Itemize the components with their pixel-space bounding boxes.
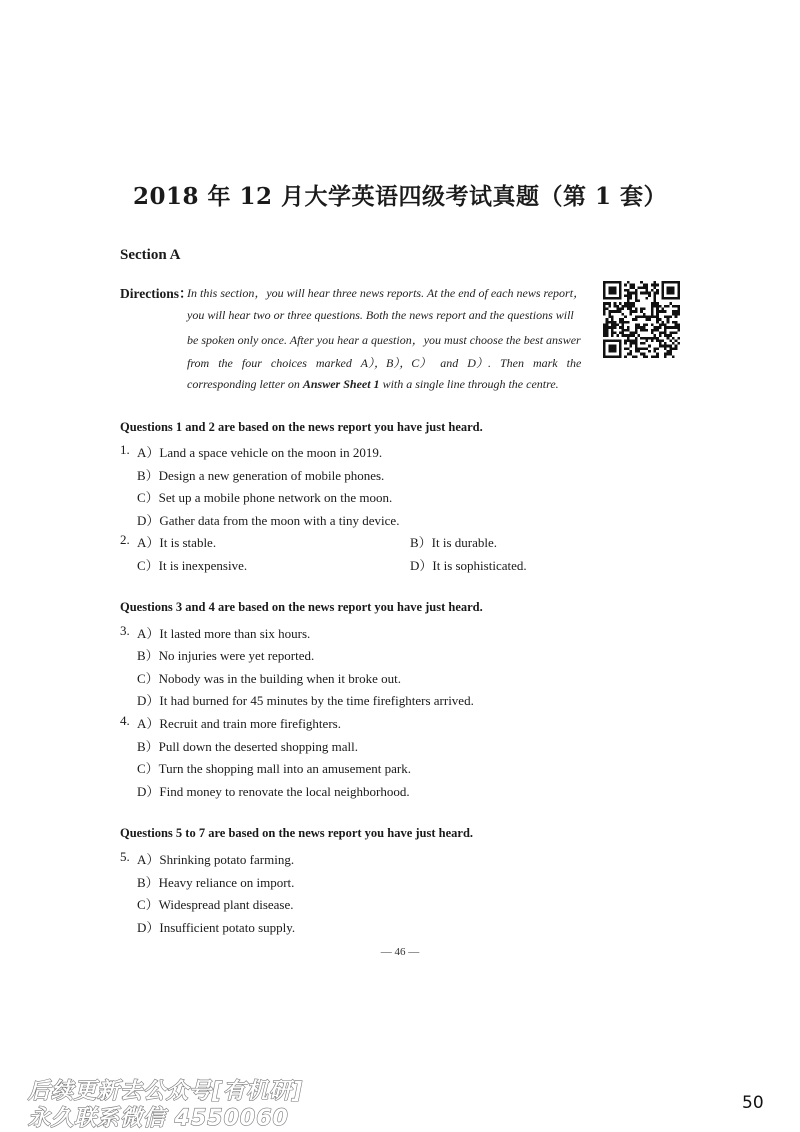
answer-option: B）It is durable.: [410, 535, 498, 550]
answer-option: D）Find money to renovate the local neighborhood.: [137, 784, 410, 799]
watermark-text: 永久联系微信 4550060: [28, 1106, 289, 1131]
answer-option: C）Widespread plant disease.: [137, 897, 294, 912]
directions-line: you will hear two or three questions. Both the news report and the questions will: [187, 308, 574, 322]
answer-option: C）Nobody was in the building when it broke out.: [137, 671, 401, 686]
directions-line: In this section，you will hear three news reports. At the end of each news report，: [187, 286, 586, 300]
section-heading: Section A: [120, 247, 181, 263]
answer-option: B）Pull down the deserted shopping mall.: [137, 739, 358, 754]
answer-option: A）It lasted more than six hours.: [137, 626, 311, 641]
answer-option: A）Land a space vehicle on the moon in 2019.: [137, 445, 383, 460]
question-number: 3.: [120, 623, 130, 638]
answer-option: A）Shrinking potato farming.: [137, 852, 295, 867]
watermark-text: 后续更新去公众号[有机研]: [28, 1079, 304, 1104]
question-number: 2.: [120, 532, 130, 547]
answer-option: B）Design a new generation of mobile phones.: [137, 468, 385, 483]
answer-option: D）Gather data from the moon with a tiny device.: [137, 513, 400, 528]
question-number: 4.: [120, 713, 130, 728]
answer-option: C）Set up a mobile phone network on the moon.: [137, 490, 393, 505]
question-group-header: Questions 3 and 4 are based on the news report you have just heard.: [120, 600, 483, 614]
qr-code-icon: [603, 281, 680, 358]
directions-line: be spoken only once. After you hear a question，you must choose the best answer: [187, 333, 581, 347]
answer-option: C）It is inexpensive.: [137, 558, 248, 573]
directions-line: corresponding letter on Answer Sheet 1 with a single line through the centre.: [187, 377, 559, 391]
answer-option: D）Insufficient potato supply.: [137, 920, 296, 935]
question-group-header: Questions 5 to 7 are based on the news report you have just heard.: [120, 826, 474, 840]
page-title: 2018 年 12 月大学英语四级考试真题（第 1 套）: [132, 183, 668, 210]
answer-option: A）It is stable.: [137, 535, 217, 550]
page-number: — 46 —: [380, 946, 420, 958]
answer-option: D）It had burned for 45 minutes by the time firefighters arrived.: [137, 693, 474, 708]
corner-page-number: 50: [742, 1093, 764, 1113]
question-group-header: Questions 1 and 2 are based on the news report you have just heard.: [120, 420, 483, 434]
directions-line: from the four choices marked A），B），C） and D）. Then mark the: [187, 356, 582, 370]
answer-option: A）Recruit and train more firefighters.: [137, 716, 341, 731]
answer-option: B）No injuries were yet reported.: [137, 648, 315, 663]
question-number: 5.: [120, 849, 130, 864]
directions-label: Directions：: [120, 286, 193, 301]
answer-option: C）Turn the shopping mall into an amusement park.: [137, 761, 411, 776]
answer-option: B）Heavy reliance on import.: [137, 875, 295, 890]
question-number: 1.: [120, 442, 130, 457]
answer-option: D）It is sophisticated.: [410, 558, 527, 573]
